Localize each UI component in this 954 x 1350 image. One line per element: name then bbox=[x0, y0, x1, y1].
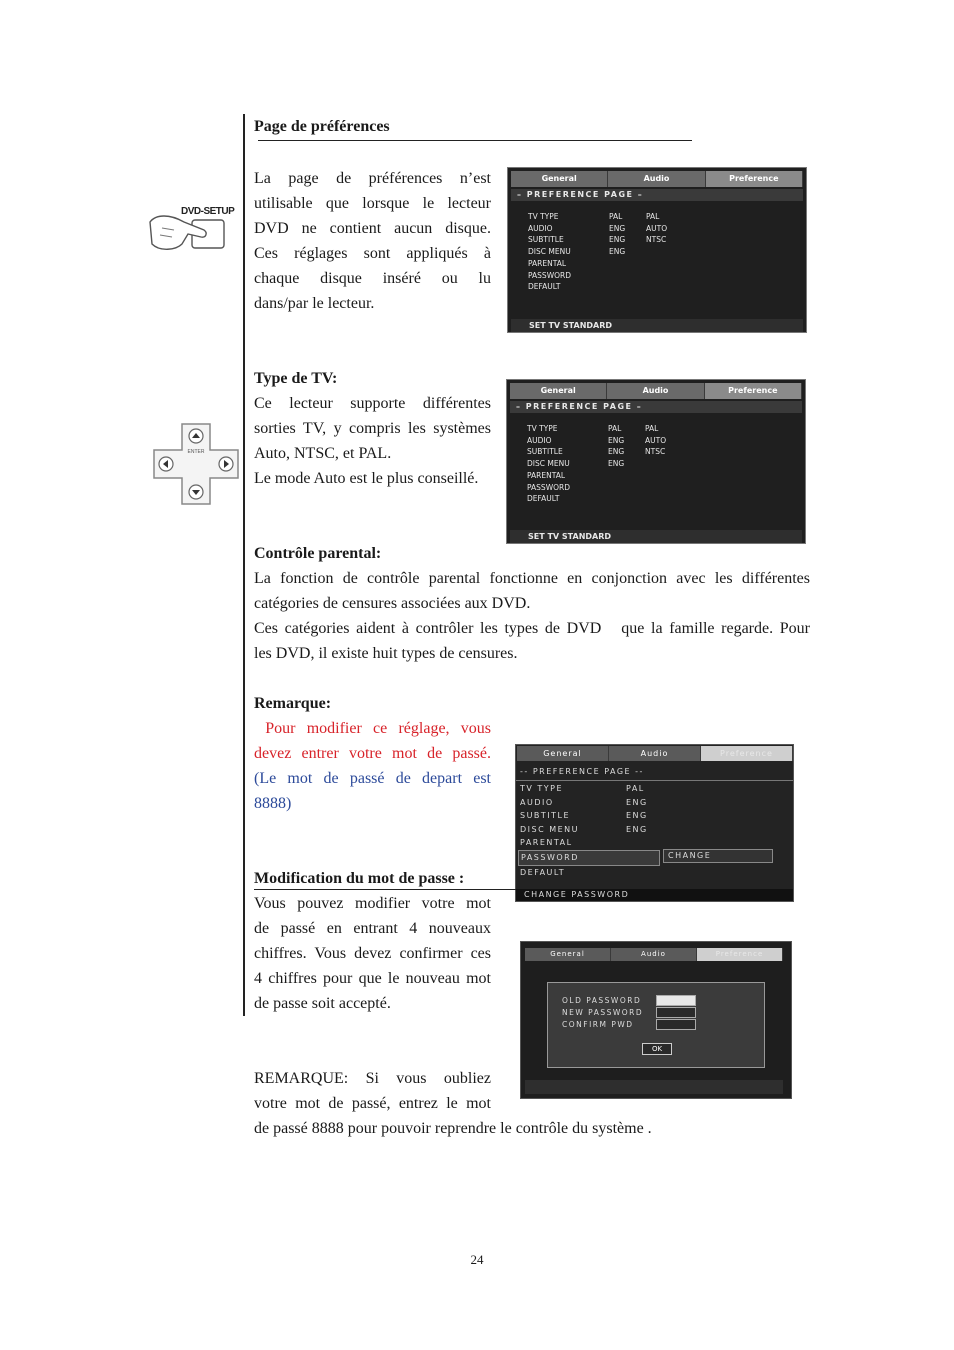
osd-value: ENG bbox=[608, 447, 625, 457]
text-line: les DVD, il existe huit types de censures. bbox=[254, 645, 518, 662]
osd-tab-general: General bbox=[525, 948, 611, 961]
osd-value: ENG bbox=[608, 435, 625, 445]
old-password-label: OLD PASSWORD bbox=[562, 996, 642, 1005]
text-line: chaque disque inséré ou lu bbox=[254, 270, 491, 287]
text-line: DVD ne contient aucun disque. bbox=[254, 220, 491, 237]
osd-submenu-value: AUTO bbox=[646, 223, 668, 233]
osd-value: PAL bbox=[608, 424, 622, 433]
password-dialog-box bbox=[547, 982, 765, 1068]
text-line: votre mot de passé, entrez le mot bbox=[254, 1095, 491, 1112]
osd-current-values bbox=[609, 211, 625, 258]
osd-item: TV TYPE bbox=[528, 212, 559, 221]
text-line: La fonction de contrôle parental fonctionne en conjonction avec les différentes bbox=[254, 570, 810, 587]
enter-navigation-pad-icon bbox=[152, 422, 240, 506]
text-line: La page de préférences n’est bbox=[254, 170, 491, 187]
osd-item: SUBTITLE bbox=[520, 811, 571, 821]
osd-preference-page-screenshot-1 bbox=[507, 167, 807, 333]
osd-item: TV TYPE bbox=[520, 784, 564, 793]
osd-tab-preference: Preference bbox=[706, 171, 803, 187]
osd-current-values bbox=[608, 423, 624, 470]
osd-submenu-value: PAL bbox=[646, 212, 660, 221]
osd-item: DISC MENU bbox=[527, 459, 570, 469]
text-line: de passe soit accepté. bbox=[254, 995, 391, 1012]
osd-tab-general: General bbox=[517, 746, 609, 761]
text-line: Auto, NTSC, et PAL. bbox=[254, 445, 392, 462]
osd-value: ENG bbox=[626, 797, 648, 807]
osd-tab-preference: Preference bbox=[705, 383, 802, 399]
text-line: Ces réglages sont appliqués à bbox=[254, 245, 491, 262]
osd-submenu-values bbox=[646, 211, 667, 246]
osd-page-title: – PREFERENCE PAGE – bbox=[510, 401, 802, 413]
dvd-setup-button-icon bbox=[148, 200, 240, 254]
osd-item: TV TYPE bbox=[527, 424, 558, 433]
section-underline bbox=[258, 140, 692, 141]
osd-tab-bar bbox=[517, 746, 793, 761]
text-line: Ces catégories aident à contrôler les types de DVD que la famille regarde. Pour bbox=[254, 620, 810, 637]
osd-submenu-values bbox=[645, 423, 666, 458]
intro-paragraph bbox=[254, 166, 491, 316]
parental-title: Contrôle parental: bbox=[254, 545, 382, 562]
osd-item: SUBTITLE bbox=[527, 447, 563, 457]
osd-value: ENG bbox=[626, 811, 648, 821]
confirm-password-label: CONFIRM PWD bbox=[562, 1020, 634, 1029]
text-line: dans/par le lecteur. bbox=[254, 295, 375, 312]
remark-blue-line: 8888) bbox=[254, 795, 292, 812]
section-title: Page de préférences bbox=[254, 118, 390, 135]
osd-tab-general: General bbox=[510, 383, 607, 399]
tv-type-title: Type de TV: bbox=[254, 370, 338, 387]
osd-item: AUDIO bbox=[520, 797, 554, 807]
osd-value: ENG bbox=[608, 459, 625, 469]
osd-item: DISC MENU bbox=[528, 247, 571, 257]
text-line: utilisable que lorsque le lecteur bbox=[254, 195, 491, 212]
osd-tab-bar bbox=[511, 171, 803, 187]
ok-button: OK bbox=[642, 1043, 672, 1055]
old-password-field bbox=[656, 995, 696, 1006]
osd-page-title: – PREFERENCE PAGE – bbox=[511, 189, 803, 201]
osd-tab-preference: Preference bbox=[701, 746, 793, 761]
dvd-setup-label: DVD-SETUP bbox=[181, 206, 235, 217]
text-line: Le mode Auto est le plus conseillé. bbox=[254, 470, 479, 487]
osd-tab-bar bbox=[510, 383, 802, 399]
remark-title: Remarque: bbox=[254, 695, 332, 712]
osd-submenu-value: PAL bbox=[645, 424, 659, 433]
osd-menu-items bbox=[527, 423, 570, 505]
osd-tab-audio: Audio bbox=[607, 383, 704, 399]
text-line: REMARQUE: Si vous oubliez bbox=[254, 1070, 491, 1087]
confirm-password-field bbox=[656, 1019, 696, 1030]
text-line: de passé 8888 pour pouvoir reprendre le contrôle du système . bbox=[254, 1120, 652, 1137]
osd-status-bar: CHANGE PASSWORD bbox=[516, 889, 793, 901]
osd-value: ENG bbox=[609, 235, 626, 245]
new-password-label: NEW PASSWORD bbox=[562, 1008, 644, 1017]
osd-item-highlighted: PASSWORD bbox=[518, 850, 660, 866]
osd-password-screenshot bbox=[515, 744, 794, 902]
page-number: 24 bbox=[470, 1252, 484, 1267]
enter-label: ENTER bbox=[187, 449, 205, 455]
osd-preference-page-screenshot-2 bbox=[506, 379, 806, 544]
text-line: 4 chiffres pour que le nouveau mot bbox=[254, 970, 491, 987]
osd-submenu-value: NTSC bbox=[645, 447, 666, 457]
osd-item: SUBTITLE bbox=[528, 235, 564, 245]
osd-value: PAL bbox=[609, 212, 623, 221]
osd-tab-general: General bbox=[511, 171, 608, 187]
osd-item: DISC MENU bbox=[520, 824, 580, 834]
osd-item: DEFAULT bbox=[520, 867, 566, 877]
remark-section bbox=[254, 691, 491, 816]
text-line: chiffres. Vous devez confirmer ces bbox=[254, 945, 491, 962]
osd-item: PARENTAL bbox=[527, 470, 566, 480]
password-change-title: Modification du mot de passe : bbox=[254, 870, 465, 887]
remark-blue-line: (Le mot de passé de depart est bbox=[254, 770, 491, 787]
password-title-underline bbox=[254, 889, 516, 890]
tv-type-section bbox=[254, 366, 491, 491]
text-line: sorties TV, y compris les systèmes bbox=[254, 420, 491, 437]
text-line: catégories de censures associées aux DVD. bbox=[254, 595, 531, 612]
final-remark bbox=[254, 1066, 814, 1141]
osd-value: ENG bbox=[609, 247, 626, 257]
osd-item: PASSWORD bbox=[528, 270, 572, 280]
left-margin-rule bbox=[243, 114, 245, 1016]
osd-item: AUDIO bbox=[527, 435, 552, 445]
osd-tab-bar bbox=[525, 948, 783, 961]
osd-item: PARENTAL bbox=[520, 838, 573, 848]
osd-page-title: -- PREFERENCE PAGE -- bbox=[520, 767, 644, 776]
osd-tab-preference: Preference bbox=[697, 948, 783, 961]
text-line: Ce lecteur supporte différentes bbox=[254, 395, 491, 412]
remark-red-line: devez entrer votre mot de passé. bbox=[254, 745, 491, 762]
osd-menu-items bbox=[528, 211, 571, 293]
osd-status-bar: SET TV STANDARD bbox=[511, 319, 803, 332]
osd-item: PARENTAL bbox=[528, 258, 567, 268]
osd-item: PASSWORD bbox=[527, 482, 571, 492]
text-line: Vous pouvez modifier votre mot bbox=[254, 895, 491, 912]
osd-submenu-value: AUTO bbox=[645, 435, 667, 445]
new-password-field bbox=[656, 1007, 696, 1018]
text-line: de passé en entrant 4 nouveaux bbox=[254, 920, 491, 937]
osd-change-option: CHANGE bbox=[663, 849, 773, 863]
osd-item: AUDIO bbox=[528, 223, 553, 233]
osd-current-values bbox=[626, 782, 648, 836]
osd-tab-audio: Audio bbox=[609, 746, 701, 761]
osd-value: PAL bbox=[626, 784, 645, 793]
osd-item: DEFAULT bbox=[527, 494, 560, 504]
parental-section bbox=[254, 541, 810, 666]
remark-red-line: Pour modifier ce réglage, vous bbox=[254, 720, 491, 737]
osd-submenu-value: NTSC bbox=[646, 235, 667, 245]
osd-value: ENG bbox=[609, 223, 626, 233]
osd-tab-audio: Audio bbox=[608, 171, 705, 187]
osd-tab-audio: Audio bbox=[611, 948, 697, 961]
osd-status-bar: SET TV STANDARD bbox=[510, 530, 802, 543]
osd-value: ENG bbox=[626, 824, 648, 834]
osd-item: DEFAULT bbox=[528, 282, 561, 292]
